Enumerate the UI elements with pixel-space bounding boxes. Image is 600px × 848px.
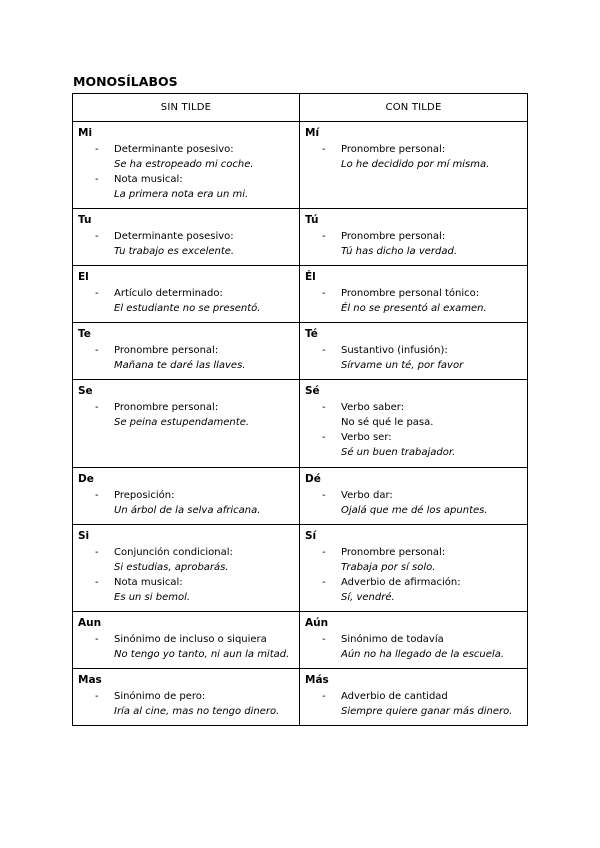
word-label: Mas [78,674,102,686]
word-label: Sí [305,530,317,542]
entry-example: Siempre quiere ganar más dinero. [341,706,513,717]
entry-label: Adverbio de cantidad [341,691,448,702]
entry-label: Pronombre personal: [341,231,446,242]
entry-label: Pronombre personal: [341,547,446,558]
word-label: Mi [78,127,93,139]
entry-example: Trabaja por sí solo. [341,562,436,573]
word-label: Tu [78,214,92,226]
dash-bullet: - [95,288,99,299]
word-label: El [78,271,89,283]
cell-sin-tilde [73,468,300,525]
table-row [73,612,528,669]
list-item [78,229,293,259]
monosyllables-table [72,93,528,726]
list-item [78,575,293,605]
list-item [305,142,521,172]
list-item [305,400,521,430]
list-item [305,229,521,259]
table-row [73,669,528,726]
entry-label: Determinante posesivo: [114,231,234,242]
dash-bullet: - [322,402,326,413]
list-item [78,286,293,316]
table-row [73,266,528,323]
dash-bullet: - [322,144,326,155]
entry-example: La primera nota era un mi. [114,189,249,200]
word-label: Te [78,328,91,340]
header-con-tilde: CON TILDE [300,94,528,122]
dash-bullet: - [95,231,99,242]
entry-label: Sustantivo (infusión): [341,345,448,356]
word-label: Té [305,328,318,340]
dash-bullet: - [95,691,99,702]
table-row [73,468,528,525]
table-row [73,209,528,266]
entry-example: Se ha estropeado mi coche. [114,159,254,170]
dash-bullet: - [322,547,326,558]
word-label: De [78,473,94,485]
list-item [78,632,293,662]
table-row [73,380,528,468]
cell-sin-tilde [73,266,300,323]
dash-bullet: - [95,547,99,558]
entry-label: Verbo saber: [341,402,405,413]
entry-example: No sé qué le pasa. [341,417,434,428]
dash-bullet: - [322,231,326,242]
dash-bullet: - [322,577,326,588]
entry-label: Preposición: [114,490,175,501]
list-item [305,689,521,719]
entry-label: Determinante posesivo: [114,144,234,155]
cell-con-tilde [300,323,528,380]
entry-label: Artículo determinado: [114,288,223,299]
word-label: Si [78,530,90,542]
list-item [78,545,293,575]
word-label: Aún [305,617,329,629]
entry-example: Si estudias, aprobarás. [114,562,229,573]
cell-sin-tilde [73,612,300,669]
entry-label: Sinónimo de incluso o siquiera [114,634,267,645]
list-item [78,172,293,202]
cell-con-tilde [300,122,528,209]
cell-con-tilde [300,612,528,669]
list-item [305,545,521,575]
entry-example: Tú has dicho la verdad. [341,246,458,257]
dash-bullet: - [322,634,326,645]
dash-bullet: - [322,490,326,501]
entry-example: Sé un buen trabajador. [341,447,456,458]
list-item [78,689,293,719]
word-label: Dé [305,473,321,485]
cell-con-tilde [300,266,528,323]
cell-sin-tilde [73,209,300,266]
list-item [305,430,521,460]
cell-con-tilde [300,468,528,525]
page-title: MONOSÍLABOS [73,74,178,89]
word-label: Más [305,674,329,686]
word-label: Mí [305,127,320,139]
word-label: Sé [305,385,320,397]
entry-example: Un árbol de la selva africana. [114,505,261,516]
dash-bullet: - [322,288,326,299]
table-header-row [73,94,528,122]
dash-bullet: - [322,691,326,702]
cell-sin-tilde [73,525,300,612]
entry-example: Ojalá que me dé los apuntes. [341,505,488,516]
entry-label: Verbo dar: [341,490,393,501]
dash-bullet: - [95,577,99,588]
list-item [78,400,293,430]
entry-example: Tu trabajo es excelente. [114,246,235,257]
list-item [305,632,521,662]
dash-bullet: - [322,345,326,356]
entry-example: Iría al cine, mas no tengo dinero. [114,706,280,717]
entry-example: Mañana te daré las llaves. [114,360,246,371]
cell-con-tilde [300,525,528,612]
dash-bullet: - [95,174,99,185]
entry-label: Pronombre personal tónico: [341,288,480,299]
list-item [305,575,521,605]
cell-sin-tilde [73,122,300,209]
entry-label: Pronombre personal: [114,345,219,356]
entry-label: Nota musical: [114,174,183,185]
entry-example: Es un si bemol. [114,592,191,603]
word-label: Tú [305,214,319,226]
cell-sin-tilde [73,380,300,468]
entry-example: Lo he decidido por mí misma. [341,159,490,170]
list-item [78,343,293,373]
entry-label: Verbo ser: [341,432,392,443]
list-item [78,142,293,172]
list-item [305,343,521,373]
dash-bullet: - [95,490,99,501]
entry-example: Él no se presentó al examen. [341,303,487,314]
entry-example: Se peina estupendamente. [114,417,250,428]
cell-con-tilde [300,209,528,266]
entry-label: Pronombre personal: [114,402,219,413]
dash-bullet: - [95,402,99,413]
entry-label: Pronombre personal: [341,144,446,155]
entry-label: Adverbio de afirmación: [341,577,461,588]
word-label: Él [305,271,316,283]
list-item [78,488,293,518]
dash-bullet: - [95,634,99,645]
entry-example: Sí, vendré. [341,592,395,603]
table-row [73,122,528,209]
entry-label: Sinónimo de pero: [114,691,206,702]
table-row [73,323,528,380]
entry-label: Sinónimo de todavía [341,634,444,645]
cell-sin-tilde [73,323,300,380]
entry-example: Sírvame un té, por favor [341,360,464,371]
entry-label: Conjunción condicional: [114,547,233,558]
dash-bullet: - [95,144,99,155]
cell-sin-tilde [73,669,300,726]
word-label: Se [78,385,93,397]
entry-example: Aún no ha llegado de la escuela. [341,649,505,660]
entry-example: No tengo yo tanto, ni aun la mitad. [114,649,290,660]
entry-example: El estudiante no se presentó. [114,303,261,314]
word-label: Aun [78,617,102,629]
list-item [305,286,521,316]
dash-bullet: - [322,432,326,443]
table-row [73,525,528,612]
list-item [305,488,521,518]
cell-con-tilde [300,669,528,726]
cell-con-tilde [300,380,528,468]
entry-label: Nota musical: [114,577,183,588]
dash-bullet: - [95,345,99,356]
header-sin-tilde: SIN TILDE [73,94,300,122]
